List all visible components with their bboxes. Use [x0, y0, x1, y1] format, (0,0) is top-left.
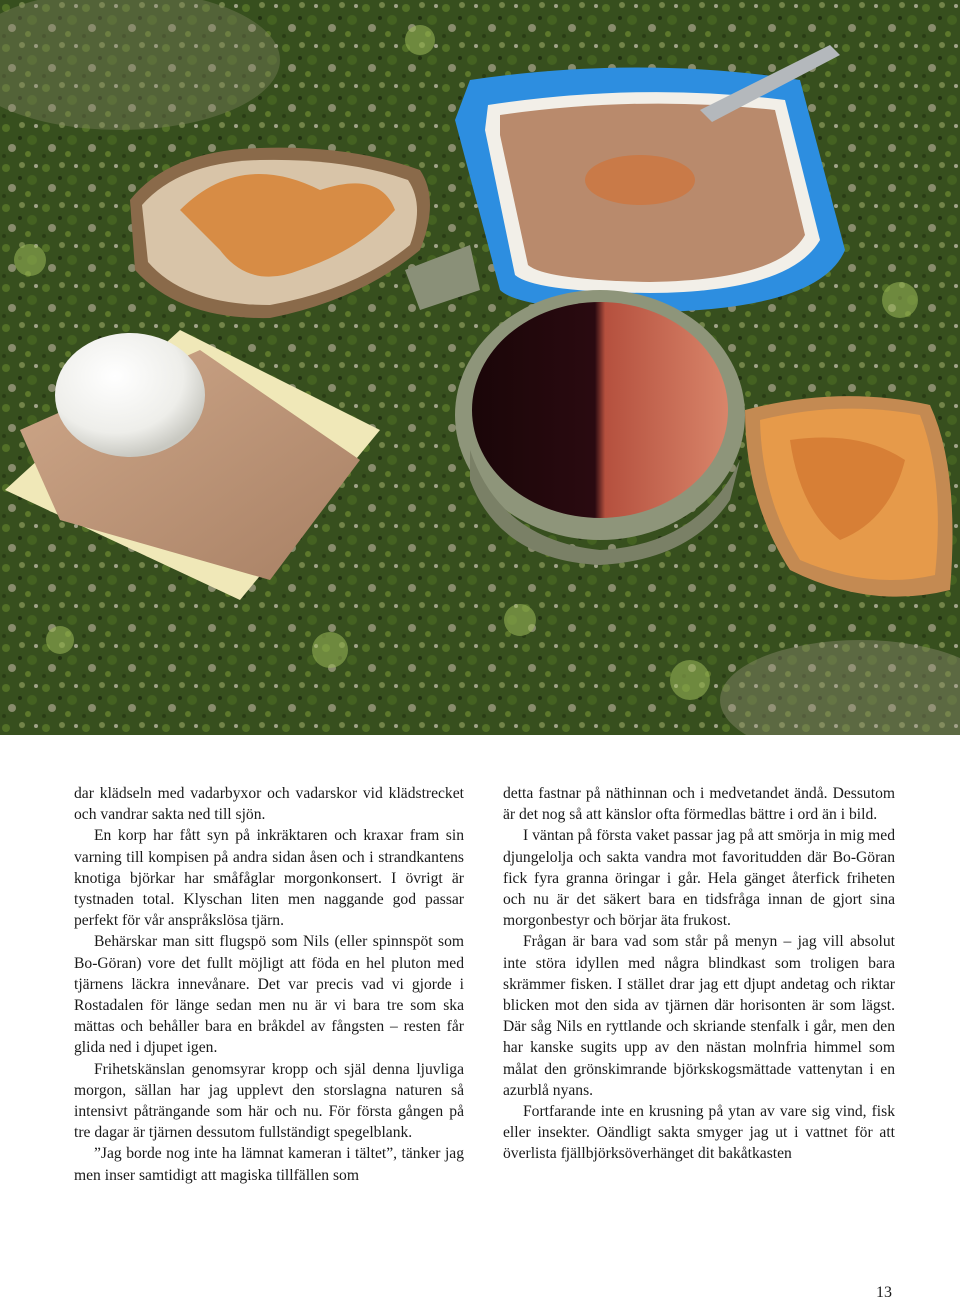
paragraph: I väntan på första vaket passar jag på att smörja in mig med djungelolja och sakta vandra mot favoritudden där Bo-Göran fick fyra granna öringar i går. Hela gänget återfick friheten och nu är det säkert bara en tidsfråga innan de gjort sina morgonbestyr och börjar äta frukost. [503, 827, 895, 930]
paragraph: En korp har fått syn på inkräktaren och kraxar fram sin varning till kompisen på andra sidan åsen och i strandkantens knotiga björkar har småfåglar morgonkonsert. I övrigt är tystnaden total. Klyschan liten men naggande god passar perfekt för vår anspråkslösa tjärn. [74, 827, 464, 930]
text-column-left [74, 783, 464, 1186]
paragraph: ”Jag borde nog inte ha lämnat kameran i tältet”, tänker jag men inser samtidigt att magiska tillfällen som [74, 1145, 464, 1184]
text-column-right [503, 783, 895, 1165]
boiled-egg [55, 333, 205, 457]
paragraph: detta fastnar på näthinnan och i medvetandet ändå. Dessutom är det nog så att känslor ofta förmedlas bättre i ord än i bild. [503, 785, 895, 824]
paragraph: Behärskar man sitt flugspö som Nils (eller spinnspöt som Bo-Göran) vore det fullt möjligt att föda en hel pluton med tjärnens läckra innevånare. Det var precis vad vi gjorde i Rostadalen för länge sedan men nu är vi bara tre som ska mättas och behåller bara en bråkdel av fångsten – resten får glida ned i djupet igen. [74, 933, 464, 1057]
paragraph: Fortfarande inte en krusning på ytan av vare sig vind, fisk eller insekter. Oändligt sakta smyger jag ut i vattnet för att överlista fjällbjörksöverhänget dit bakåtkasten [503, 1103, 895, 1163]
page-number: 13 [876, 1284, 892, 1301]
paragraph: Frihetskänslan genomsyrar kropp och själ denna ljuvliga morgon, sällan har jag upplevt den storslagna naturen så intensivt påträngande som här och nu. För första gången på tre dagar är tjärnen dessutom fullständigt spegelblank. [74, 1060, 464, 1142]
blue-bowl [455, 68, 845, 313]
paragraph: Frågan är bara vad som står på menyn – jag vill absolut inte störa idyllen med några blindkast som troligen bara skrämmer fisken. I stället drar jag ett djupt andetag och riktar blicken mot den sida av tjärnen där horisonten är som lägst. Där såg Nils en ryttlande och skriande stenfalk i går, men den har kanske sugits upp av den nästan molnfria himmel som målat den grönskimrande björkskogsmättade vattenytan i en azurblå nyans. [503, 933, 895, 1099]
paragraph: dar klädseln med vadarbyxor och vadarskor vid klädstrecket och vandrar sakta ned till sjön. [74, 785, 464, 824]
